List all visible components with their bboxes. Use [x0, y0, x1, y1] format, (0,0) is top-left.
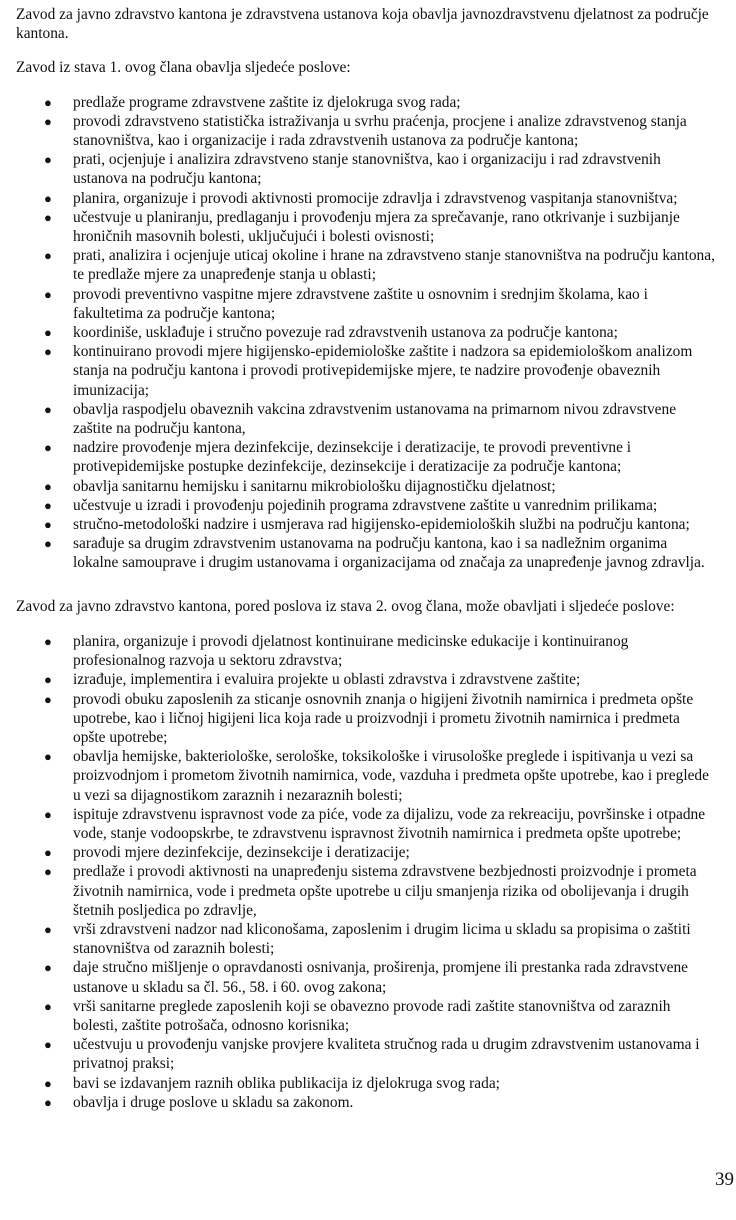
bullet-icon: ● — [44, 864, 52, 880]
text-line: obavlja i druge poslove u skladu sa zakonom. — [73, 1093, 354, 1111]
list-item — [16, 632, 736, 670]
list-item — [16, 862, 736, 920]
list-item — [16, 285, 736, 323]
list-item — [16, 805, 736, 843]
bullet-icon: ● — [44, 921, 52, 937]
bullet-icon: ● — [44, 344, 52, 360]
text-line: hroničnih masovnih bolesti, uključujući i bolesti ovisnosti; — [73, 228, 435, 246]
bullet-icon: ● — [44, 497, 52, 513]
duties-intro-paragraph — [16, 58, 736, 77]
bullet-icon: ● — [44, 536, 52, 552]
text-line: vrši sanitarne preglede zaposlenih koji se obavezno provode radi zaštite stanovništva od zaraznih — [73, 997, 671, 1015]
bullet-icon: ● — [44, 190, 52, 206]
text-line: stručno-metodološki nadzire i usmjerava rad higijensko-epidemioloških službi na području kantona; — [73, 516, 690, 534]
text-line: sarađuje sa drugim zdravstvenim ustanovama na području kantona, kao i sa nadležnim organima — [73, 535, 668, 553]
text-line: obavlja hemijske, bakteriološke, serološke, toksikološke i virusološke preglede i ispitivanja u vezi sa — [73, 748, 694, 766]
bullet-icon: ● — [44, 633, 52, 649]
bullet-icon: ● — [44, 749, 52, 765]
text-line: imunizacija; — [73, 381, 150, 399]
text-line: Zavod za javno zdravstvo kantona, pored poslova iz stava 2. ovog člana, može obavljati i sljedeće poslove: — [16, 597, 675, 615]
text-line: proizvodnjom i prometom životnih namirnica, vode, vazduha i predmeta opšte upotrebe, kao i preglede — [73, 767, 709, 785]
list-item — [16, 1093, 736, 1112]
additional-duties-list — [16, 632, 736, 1112]
text-line: bolesti, zaštite potrošača, odnosno korisnika; — [73, 1016, 350, 1034]
bullet-icon: ● — [44, 286, 52, 302]
text-line: štetnih posljedica po zdravlje, — [73, 901, 257, 919]
list-item — [16, 323, 736, 342]
text-line: prati, analizira i ocjenjuje uticaj okoline i hrane na zdravstveno stanje stanovništva na području kantona, — [73, 247, 715, 265]
text-line: u vezi sa dijagnostikom zaraznih i nezaraznih bolesti; — [73, 786, 403, 804]
list-item — [16, 400, 736, 438]
list-item — [16, 150, 736, 188]
text-line: daje stručno mišljenje o opravdanosti osnivanja, proširenja, promjene ili prestanka rada zdravstvene — [73, 959, 689, 977]
bullet-icon: ● — [44, 152, 52, 168]
document-page — [16, 5, 736, 1112]
bullet-icon: ● — [44, 691, 52, 707]
text-line: opšte upotrebe; — [73, 728, 168, 746]
list-item — [16, 93, 736, 112]
text-line: vode, stanje vodoopskrbe, te zdravstvenu ispravnost životnih namirnica i predmeta opšte upotrebe; — [73, 824, 682, 842]
text-line: ustanova na području kantona; — [73, 170, 262, 188]
list-item — [16, 189, 736, 208]
bullet-icon: ● — [44, 1094, 52, 1110]
list-item — [16, 515, 736, 534]
text-line: obavlja raspodjelu obaveznih vakcina zdravstvenim ustanovama na primarnom nivou zdravstvene — [73, 400, 677, 418]
text-line: učestvuje u izradi i provođenju pojedinih programa zdravstvene zaštite u vanrednim prilikama; — [73, 496, 658, 514]
text-line: životnih namirnica, vode i predmeta opšte upotrebe u cilju smanjenja rizika od obolijevanja i drugih — [73, 882, 689, 900]
bullet-icon: ● — [44, 94, 52, 110]
text-line: predlaže programe zdravstvene zaštite iz djelokruga svog rada; — [73, 93, 461, 111]
text-line: nadzire provođenje mjera dezinfekcije, dezinsekcije i deratizacije, te provodi preventivne i — [73, 439, 632, 457]
text-line: provodi zdravstveno statistička istraživanja u svrhu praćenja, procjene i analize zdravstvenog stanja — [73, 112, 687, 130]
text-line: fakultetima za područje kantona; — [73, 304, 276, 322]
text-line: provodi obuku zaposlenih za sticanje osnovnih znanja o higijeni životnih namirnica i predmeta opšte — [73, 690, 694, 708]
text-line: stanja na području kantona i provodi protivepidemijske mjere, te nadzire provođenje obaveznih — [73, 362, 661, 380]
text-line: profesionalnog razvoja u sektoru zdravstva; — [73, 652, 343, 670]
list-item — [16, 112, 736, 150]
list-item — [16, 747, 736, 805]
list-item — [16, 1074, 736, 1093]
text-line: stanovništva od zaraznih bolesti; — [73, 940, 275, 958]
list-item — [16, 477, 736, 496]
text-line: učestvuje u planiranju, predlaganju i provođenju mjera za sprečavanje, rano otkrivanje i suzbijanje — [73, 208, 680, 226]
text-line: lokalne samouprave i drugim ustanovama i organizacijama od značaja za unapređenje javnog zdravlja. — [73, 554, 705, 572]
text-line: koordiniše, usklađuje i stručno povezuje rad zdravstvenih ustanova za područje kantona; — [73, 324, 618, 342]
text-line: prati, ocjenjuje i analizira zdravstveno stanje stanovništva, kao i organizaciju i rad zdravstvenih — [73, 151, 661, 169]
bullet-icon: ● — [44, 209, 52, 225]
list-item — [16, 958, 736, 996]
text-line: vrši zdravstveni nadzor nad kliconošama, zaposlenim i drugim licima u skladu sa propisima o zaštiti — [73, 920, 691, 938]
list-item — [16, 843, 736, 862]
text-line: zaštite na području kantona, — [73, 420, 246, 438]
text-line: planira, organizuje i provodi djelatnost kontinuirane medicinske edukacije i kontinuiranog — [73, 632, 629, 650]
text-line: upotrebe, kao i ličnoj higijeni lica koja rade u proizvodnji i prometu životnih namirnica i predmeta — [73, 709, 680, 727]
bullet-icon: ● — [44, 517, 52, 533]
intro-paragraph — [16, 5, 736, 43]
list-item — [16, 1035, 736, 1073]
text-line: predlaže i provodi aktivnosti na unapređenju sistema zdravstvene bezbjednosti proizvodnje i prometa — [73, 863, 697, 881]
text-line: ispituje zdravstvenu ispravnost vode za piće, vode za dijalizu, vode za rekreaciju, površinske i otpadne — [73, 805, 706, 823]
list-item — [16, 690, 736, 748]
bullet-icon: ● — [44, 998, 52, 1014]
bullet-icon: ● — [44, 478, 52, 494]
text-line: bavi se izdavanjem raznih oblika publikacija iz djelokruga svog rada; — [73, 1074, 500, 1092]
text-line: Zavod iz stava 1. ovog člana obavlja sljedeće poslove: — [16, 59, 351, 77]
text-line: planira, organizuje i provodi aktivnosti promocije zdravlja i zdravstvenog vaspitanja stanovništva; — [73, 189, 678, 207]
page-number: 39 — [715, 1169, 734, 1190]
text-line: obavlja sanitarnu hemijsku i sanitarnu mikrobiološku dijagnostičku djelatnost; — [73, 477, 556, 495]
text-line: kontinuirano provodi mjere higijensko-epidemiološke zaštite i nadzora sa epidemiološkom analizom — [73, 343, 693, 361]
bullet-icon: ● — [44, 401, 52, 417]
text-line: provodi preventivno vaspitne mjere zdravstvene zaštite u osnovnim i srednjim školama, kao i — [73, 285, 648, 303]
list-item — [16, 246, 736, 284]
list-item — [16, 342, 736, 400]
text-line: ustanove u skladu sa čl. 56., 58. i 60. ovog zakona; — [73, 978, 387, 996]
additional-duties-paragraph — [16, 597, 736, 616]
bullet-icon: ● — [44, 113, 52, 129]
text-line: kantona. — [16, 25, 69, 43]
text-line: te predlaže mjere za unapređenje stanja u oblasti; — [73, 266, 376, 284]
list-item — [16, 920, 736, 958]
bullet-icon: ● — [44, 1075, 52, 1091]
list-item — [16, 997, 736, 1035]
list-item — [16, 438, 736, 476]
text-line: privatnoj praksi; — [73, 1055, 175, 1073]
text-line: izrađuje, implementira i evaluira projekte u oblasti zdravstva i zdravstvene zaštite; — [73, 671, 581, 689]
bullet-icon: ● — [44, 806, 52, 822]
duties-list — [16, 93, 736, 573]
list-item — [16, 534, 736, 572]
bullet-icon: ● — [44, 845, 52, 861]
list-item — [16, 208, 736, 246]
text-line: stanovništva, kao i organizacije i rada zdravstvenih ustanova za područje kantona; — [73, 132, 579, 150]
bullet-icon: ● — [44, 672, 52, 688]
list-item — [16, 496, 736, 515]
bullet-icon: ● — [44, 248, 52, 264]
text-line: protivepidemijske postupke dezinfekcije, dezinsekcije i deratizacije za područje kantona; — [73, 458, 622, 476]
bullet-icon: ● — [44, 325, 52, 341]
text-line: učestvuju u provođenju vanjske provjere kvaliteta stručnog rada u drugim zdravstvenim ustanovama i — [73, 1036, 700, 1054]
bullet-icon: ● — [44, 960, 52, 976]
text-line: provodi mjere dezinfekcije, dezinsekcije i deratizacije; — [73, 844, 410, 862]
bullet-icon: ● — [44, 440, 52, 456]
list-item — [16, 670, 736, 689]
text-line: Zavod za javno zdravstvo kantona je zdravstvena ustanova koja obavlja javnozdravstvenu djelatnost za područje — [16, 6, 709, 23]
bullet-icon: ● — [44, 1037, 52, 1053]
